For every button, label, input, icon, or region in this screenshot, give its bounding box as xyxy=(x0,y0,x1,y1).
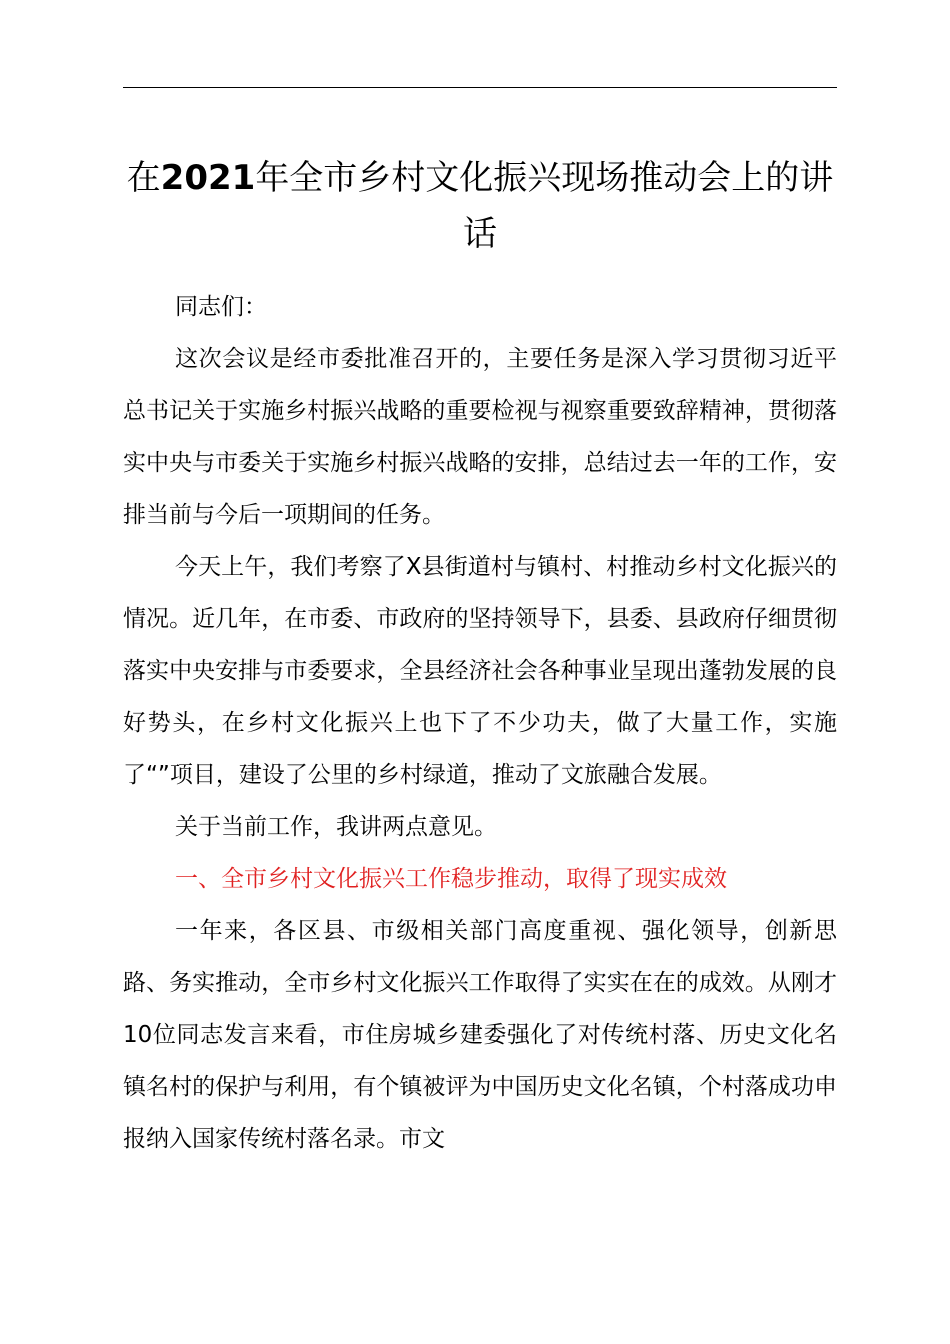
paragraph-section-one: 一年来，各区县、市级相关部门高度重视、强化领导，创新思路、务实推动，全市乡村文化振兴工作取得了实实在在的成效。从刚才10位同志发言来看，市住房城乡建委强化了对传统村落、历史文化名镇名村的保护与利用，有个镇被评为中国历史文化名镇，个村落成功申报纳入国家传统村落名录。市文 xyxy=(123,918,837,1152)
paragraph-intro: 这次会议是经市委批准召开的，主要任务是深入学习贯彻习近平总书记关于实施乡村振兴战略的重要检视与视察重要致辞精神，贯彻落实中央与市委关于实施乡村振兴战略的安排，总结过去一年的工作，安排当前与今后一项期间的任务。 xyxy=(123,346,837,528)
title-suffix: 年全市乡村文化振兴现场推动会上的讲话 xyxy=(255,158,834,254)
section-heading: 一、全市乡村文化振兴工作稳步推动，取得了现实成效 xyxy=(175,866,727,892)
paragraph-transition: 关于当前工作，我讲两点意见。 xyxy=(175,814,497,840)
document-body xyxy=(123,281,837,1165)
salutation: 同志们： xyxy=(175,294,267,320)
header-rule xyxy=(123,87,837,88)
document-title xyxy=(123,150,837,262)
title-prefix: 在 xyxy=(126,158,161,198)
paragraph-inspection: 今天上午，我们考察了X县街道村与镇村、村推动乡村文化振兴的情况。近几年，在市委、市政府的坚持领导下，县委、县政府仔细贯彻落实中央安排与市委要求，全县经济社会各种事业呈现出蓬勃发展的良好势头，在乡村文化振兴上也下了不少功夫，做了大量工作，实施了“”项目，建设了公里的乡村绿道，推动了文旅融合发展。 xyxy=(123,554,837,788)
title-year: 2021 xyxy=(160,158,256,198)
